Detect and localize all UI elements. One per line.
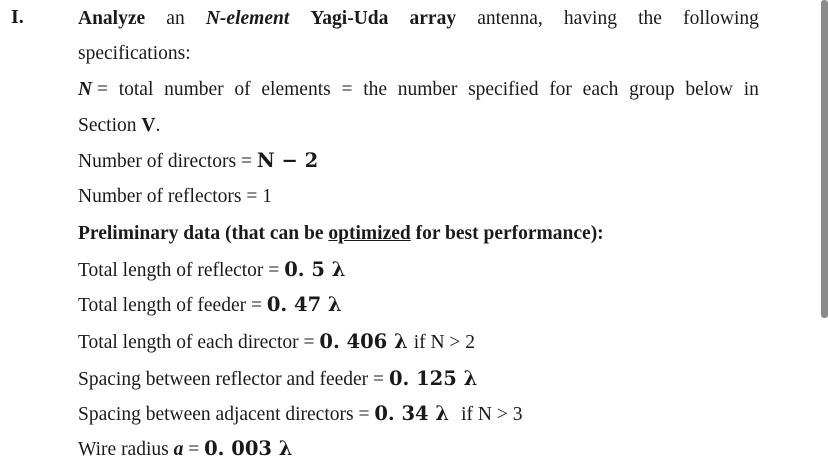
intro-word: following (683, 8, 759, 29)
n-definition-word: for (549, 79, 572, 100)
wire-label: Wire radius (78, 439, 174, 460)
param-value: 0. 34 λ (374, 402, 450, 425)
section-text: Section (78, 115, 137, 136)
n-definition-word: below (685, 79, 734, 100)
param-director-length (78, 330, 475, 355)
n-definition-line-2 (78, 114, 160, 138)
scrollbar[interactable] (821, 0, 828, 318)
intro-word: array (409, 8, 457, 29)
param-label: Spacing between reflector and feeder = (78, 369, 389, 390)
intro-line-2: specifications: (78, 43, 191, 64)
param-feeder-length (78, 293, 342, 318)
intro-word: N-element (205, 8, 290, 29)
n-definition-word: number (164, 79, 224, 100)
section-number: I. (11, 6, 24, 28)
n-definition-word: the (363, 79, 388, 100)
param-value: 0. 125 λ (388, 367, 478, 390)
n-definition-word: in (743, 79, 759, 100)
intro-word: the (638, 8, 662, 29)
wire-radius-line (78, 437, 292, 462)
prelim-after: for best performance): (410, 223, 604, 244)
n-definition-line (78, 78, 759, 102)
param-reflector-length (78, 258, 345, 283)
intro-word: having (563, 8, 617, 29)
wire-symbol: a (173, 439, 184, 460)
n-definition-word: group (629, 79, 675, 100)
prelim-before: Preliminary data (that can be (78, 223, 329, 244)
n-definition-word: specified (468, 79, 539, 100)
param-label: Spacing between adjacent directors = (78, 404, 375, 425)
directors-line (78, 149, 318, 174)
wire-eq: = (183, 439, 205, 460)
n-definition-word: each (582, 79, 619, 100)
param-value: 0. 47 λ (266, 293, 342, 316)
n-definition-lead (78, 78, 108, 102)
intro-word: an (166, 8, 185, 29)
param-director-spacing (78, 402, 522, 427)
intro-line-1 (78, 7, 759, 31)
n-definition-word: number (397, 79, 458, 100)
n-definition-word: of (234, 79, 251, 100)
param-label: Total length of feeder = (78, 295, 267, 316)
param-reflector-feeder-spacing (78, 367, 477, 392)
param-condition: if N > 3 (461, 404, 523, 425)
param-condition: if N > 2 (413, 332, 476, 353)
param-label: Total length of reflector = (78, 260, 285, 281)
reflectors-line (78, 185, 272, 209)
intro-word: Analyze (78, 8, 146, 29)
period: . (155, 115, 161, 136)
intro-word: antenna, (477, 8, 543, 29)
param-value: 0. 5 λ (284, 258, 346, 281)
n-symbol: N (78, 79, 93, 100)
n-definition-word: elements (261, 79, 331, 100)
n-definition-word: = (341, 79, 353, 100)
equals-sign: = (96, 79, 108, 100)
param-value: 0. 406 λ (319, 330, 408, 353)
section-ref: V (141, 115, 156, 136)
param-label: Total length of each director = (78, 332, 320, 353)
reflectors-label: Number of reflectors = (78, 186, 263, 207)
directors-label: Number of directors = (78, 151, 257, 172)
reflectors-value: 1 (262, 186, 273, 207)
prelim-underlined: optimized (328, 223, 411, 244)
wire-value: 0. 003 λ (204, 437, 293, 460)
n-definition-word: total (118, 79, 154, 100)
prelim-heading (78, 222, 604, 246)
intro-word: Yagi-Uda (310, 8, 389, 29)
directors-value: N − 2 (256, 149, 319, 172)
